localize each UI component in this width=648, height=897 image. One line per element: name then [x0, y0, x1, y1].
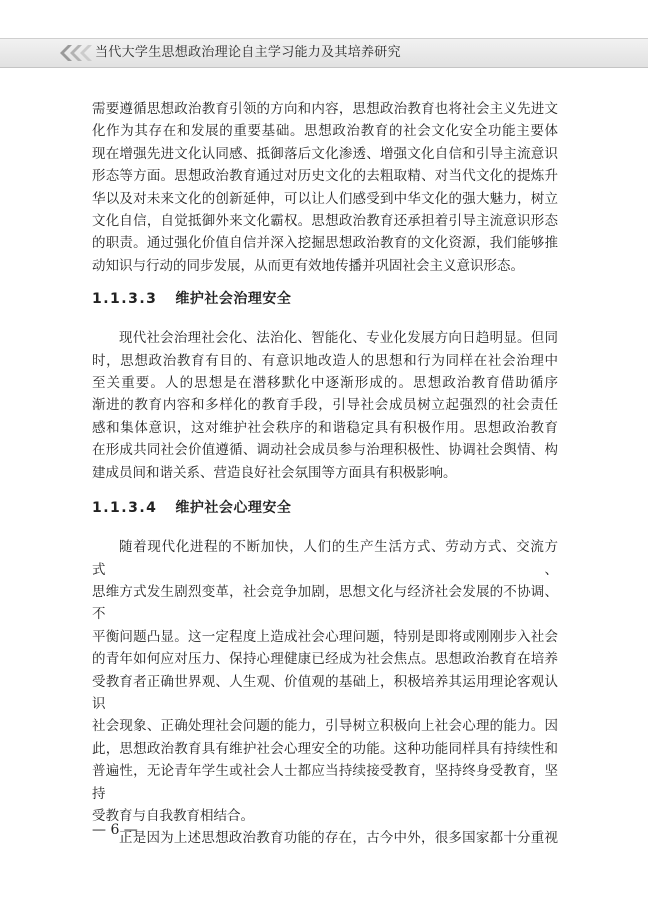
- text-line: 的职责。通过强化价值自信并深入挖掘思想政治教育的文化资源，我们能够推: [92, 235, 558, 252]
- text-line: 建成员间和谐关系、营造良好社会氛围等方面具有积极影响。: [92, 464, 457, 481]
- section-number: 1.1.3.4: [92, 500, 158, 517]
- text-line: 此，思想政治教育具有维护社会心理安全的功能。这种功能同样具有持续性和: [92, 740, 558, 757]
- text-line: 渐进的教育内容和多样化的教育手段，引导社会成员树立起强烈的社会责任: [92, 397, 558, 414]
- text-line: 在形成共同社会价值遵循、调动社会成员参与治理积极性、协调社会舆情、构: [92, 442, 558, 459]
- text-line: 社会现象、正确处理社会问题的能力，引导树立积极向上社会心理的能力。因: [92, 718, 558, 735]
- text-line: 文化自信，自觉抵御外来文化霸权。思想政治教育还承担着引导主流意识形态: [92, 213, 558, 230]
- text-line: 受教育者正确世界观、人生观、价值观的基础上，积极培养其运用理论客观认识: [92, 673, 558, 712]
- text-line: 普遍性，无论青年学生或社会人士都应当持续接受教育，坚持终身受教育，坚持: [92, 763, 558, 802]
- text-line: 至关重要。人的思想是在潜移默化中逐渐形成的。思想政治教育借助循序: [92, 375, 558, 392]
- header-title: 当代大学生思想政治理论自主学习能力及其培养研究: [95, 45, 401, 60]
- text-line: 华以及对未来文化的创新延伸，可以让人们感受到中华文化的强大魅力，树立: [92, 190, 558, 207]
- text-line: 动知识与行动的同步发展，从而更有效地传播并巩固社会主义意识形态。: [92, 257, 524, 274]
- running-header: [0, 38, 648, 68]
- page-body: [92, 98, 558, 850]
- text-line: 现代社会治理社会化、法治化、智能化、专业化发展方向日趋明显。但同: [119, 330, 558, 347]
- page-number: — 6 —: [92, 822, 138, 838]
- text-line: 需要遵循思想政治教育引领的方向和内容，思想政治教育也将社会主义先进文: [92, 101, 558, 117]
- section-title: 维护社会心理安全: [175, 500, 292, 517]
- section-title: 维护社会治理安全: [175, 291, 292, 308]
- text-line: 现在增强先进文化认同感、抵御落后文化渗透、增强文化自信和引导主流意识: [92, 145, 558, 162]
- text-line: 化作为其存在和发展的重要基础。思想政治教育的社会文化安全功能主要体: [92, 123, 558, 140]
- text-line: 的青年如何应对压力、保持心理健康已经成为社会焦点。思想政治教育在培养: [92, 651, 558, 668]
- section-1134-paragraph: [92, 536, 558, 850]
- text-line: 感和集体意识，这对维护社会秩序的和谐稳定具有积极作用。思想政治教育: [92, 419, 558, 436]
- text-line: 思维方式发生剧烈变革，社会竞争加剧，思想文化与经济社会发展的不协调、不: [92, 583, 558, 623]
- text-line: 平衡问题凸显。这一定程度上造成社会心理问题，特别是即将或刚刚步入社会: [92, 628, 558, 645]
- text-line: 随着现代化进程的不断加快，人们的生产生活方式、劳动方式、交流方式、: [92, 539, 558, 578]
- section-heading-1134: [92, 498, 558, 518]
- text-line: 正是因为上述思想政治教育功能的存在，古今中外，很多国家都十分重视: [119, 830, 558, 847]
- chevron-ornament-icon: [58, 43, 94, 63]
- section-heading-1133: [92, 289, 558, 309]
- intro-paragraph: [92, 98, 558, 277]
- text-line: 形态等方面。思想政治教育通过对历史文化的去粗取精、对当代文化的提炼升: [92, 168, 558, 185]
- section-1133-paragraph: [92, 327, 558, 484]
- text-line: 时，思想政治教育有目的、有意识地改造人的思想和行为同样在社会治理中: [92, 352, 558, 369]
- text-line: 受教育与自我教育相结合。: [92, 807, 254, 824]
- section-number: 1.1.3.3: [92, 291, 158, 308]
